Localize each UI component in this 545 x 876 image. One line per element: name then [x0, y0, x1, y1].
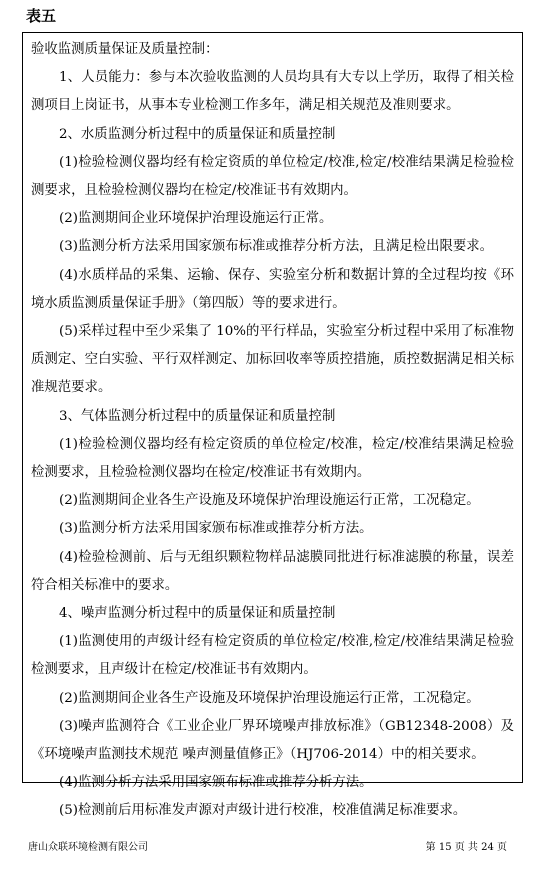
content-body: [23, 33, 522, 826]
paragraph-water-1: (1)检验检测仪器均经有检定资质的单位检定/校准,检定/校准结果满足检验检测要求，且检验检测仪器均在检定/校准证书有效期内。: [31, 154, 514, 199]
paragraph-noise-3: (3)噪声监测符合《工业企业厂界环境噪声排放标准》（GB12348-2008）及《环境噪声监测技术规范 噪声测量值修正》（HJ706-2014）中的相关要求。: [31, 718, 514, 763]
paragraph-personnel: 1、人员能力：参与本次验收监测的人员均具有大专以上学历，取得了相关检测项目上岗证书，从事本专业检测工作多年，满足相关规范及准则要求。: [31, 70, 514, 114]
paragraph-noise-4: (4)监测分析方法采用国家颁布标准或推荐分析方法。: [59, 775, 373, 791]
content-box: [22, 32, 523, 819]
paragraph-water-5: (5)采样过程中至少采集了 10%的平行样品，实验室分析过程中采用了标准物质测定、空白实验、平行双样测定、加标回收率等质控措施，质控数据满足相关标准规范要求。: [31, 324, 514, 396]
subheading-water: 2、水质监测分析过程中的质量保证和质量控制: [59, 126, 336, 142]
paragraph-noise-2: (2)监测期间企业各生产设施及环境保护治理设施运行正常，工况稳定。: [59, 690, 480, 706]
paragraph-water-3: (3)监测分析方法采用国家颁布标准或推荐分析方法，且满足检出限要求。: [59, 239, 494, 255]
paragraph-noise-1: (1)监测使用的声级计经有检定资质的单位检定/校准,检定/校准结果满足检验检测要求，且声级计在检定/校准证书有效期内。: [31, 634, 514, 678]
paragraph-gas-1: (1)检验检测仪器均经有检定资质的单位检定/校准，检定/校准结果满足检验检测要求，且检验检测仪器均在检定/校准证书有效期内。: [31, 436, 514, 481]
subheading-gas: 3、气体监测分析过程中的质量保证和质量控制: [59, 408, 336, 424]
paragraph-gas-3: (3)监测分析方法采用国家颁布标准或推荐分析方法。: [59, 521, 373, 537]
paragraph-water-2: (2)监测期间企业环境保护治理设施运行正常。: [59, 211, 333, 227]
section-heading: 验收监测质量保证及质量控制：: [31, 42, 219, 57]
footer-page-number: 第 15 页 共 24 页: [425, 842, 507, 853]
paragraph-gas-4: (4)检验检测前、后与无组织颗粒物样品滤膜同批进行标准滤膜的称量，误差符合相关标准中的要求。: [31, 549, 514, 593]
subheading-noise: 4、噪声监测分析过程中的质量保证和质量控制: [59, 606, 336, 622]
table-title: 表五: [26, 7, 57, 25]
footer-company: 唐山众联环境检测有限公司: [28, 842, 148, 853]
paragraph-gas-2: (2)监测期间企业各生产设施及环境保护治理设施运行正常，工况稳定。: [59, 493, 480, 509]
paragraph-water-4: (4)水质样品的采集、运输、保存、实验室分析和数据计算的全过程均按《环境水质监测质量保证手册》（第四版）等的要求进行。: [31, 267, 514, 311]
paragraph-noise-5: (5)检测前后用标准发声源对声级计进行校准，校准值满足标准要求。: [59, 803, 467, 819]
